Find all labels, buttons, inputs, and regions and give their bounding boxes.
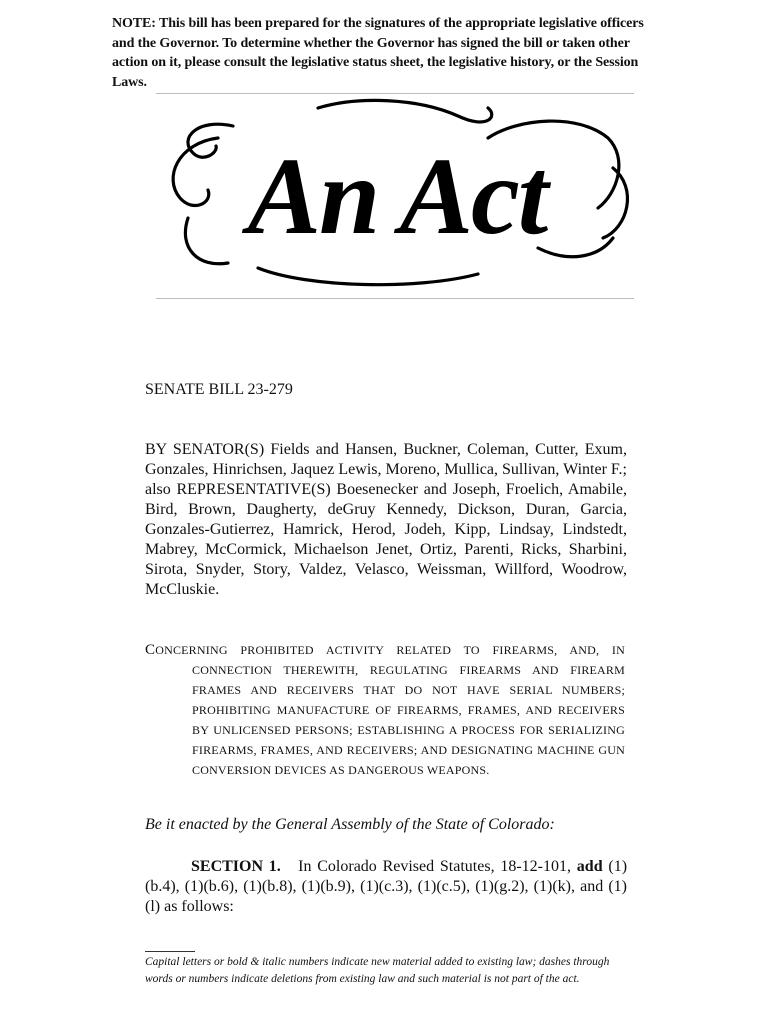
sponsors-paragraph: BY SENATOR(S) Fields and Hansen, Buckner, Coleman, Cutter, Exum, Gonzales, Hinrichsen, Jaquez Lewis, Moreno, Mullica, Sullivan, Winter F.; also REPRESENTATIVE(S) Boesenecker and Joseph, Froelich, Amabile, Bird, Brown, Daugherty, deGruy Kennedy, Dickson, Duran, Garcia, Gonzales-Gutierrez, Hamrick, Herod, Jodeh, Kipp, Lindsay, Lindstedt, Mabrey, McCormick, Michaelson Jenet, Ortiz, Parenti, Ricks, Sharbini, Sirota, Snyder, Story, Valdez, Velasco, Weissman, Willford, Woodrow, McCluskie. bbox=[145, 441, 627, 598]
section-1-text-after: (1)(b.4), (1)(b.6), (1)(b.8), (1)(b.9), (1)(c.3), (1)(c.5), (1)(g.2), (1)(k), and (1)(l) as follows: bbox=[145, 858, 628, 915]
footnote: Capital letters or bold & italic numbers indicate new material added to existing law; dashes through words or numbers indicate deletions from existing law and such material is not part of the act. bbox=[145, 956, 610, 985]
section-1-label: SECTION 1. bbox=[191, 858, 281, 875]
legislative-note: NOTE: This bill has been prepared for the signatures of the appropriate legislative officers and the Governor. To determine whether the Governor has signed the bill or taken other action on it, please consult the legislative status sheet, the legislative history, or the Session Laws. bbox=[112, 16, 644, 90]
section-1-text-before: In Colorado Revised Statutes, 18-12-101, bbox=[298, 858, 572, 875]
bill-number: SENATE BILL 23-279 bbox=[145, 381, 293, 398]
section-1-paragraph bbox=[145, 857, 627, 917]
top-divider bbox=[156, 93, 634, 94]
bill-title-text: ONCERNING PROHIBITED ACTIVITY RELATED TO FIREARMS, AND, IN CONNECTION THEREWITH, REGULATING FIREARMS AND FIREARM FRAMES AND RECEIVERS THAT DO NOT HAVE SERIAL NUMBERS; PROHIBITING MANUFACTURE OF FIREARMS, FRAMES, AND RECEIVERS BY UNLICENSED PERSONS; ESTABLISHING A PROCESS FOR SERIALIZING FIREARMS, FRAMES, AND RECEIVERS; AND DESIGNATING MACHINE GUN CONVERSION DEVICES AS DANGEROUS WEAPONS. bbox=[155, 643, 625, 777]
bill-title bbox=[145, 640, 625, 780]
heading-divider bbox=[156, 298, 634, 299]
section-1-add: add bbox=[576, 858, 603, 875]
an-act-title-text: An Act bbox=[247, 135, 547, 257]
an-act-heading bbox=[158, 98, 636, 294]
enacting-clause: Be it enacted by the General Assembly of the State of Colorado: bbox=[145, 816, 555, 833]
footnote-divider bbox=[145, 951, 195, 952]
bill-title-lead: C bbox=[145, 642, 156, 658]
